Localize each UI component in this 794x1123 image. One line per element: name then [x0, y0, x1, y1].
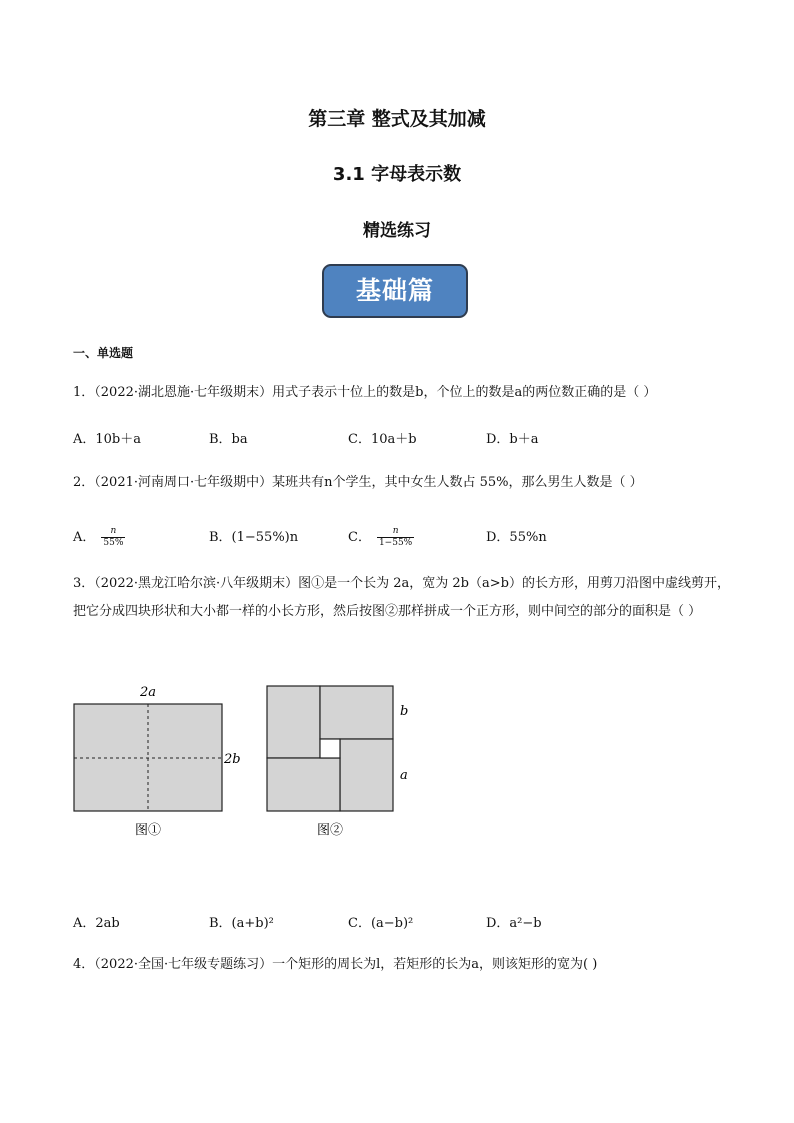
- fig1-top-label: 2a: [139, 685, 157, 700]
- q3-option-a: A．2ab: [73, 916, 120, 931]
- q2-option-d: D．55%n: [486, 530, 547, 545]
- fig2-label-b: b: [400, 704, 409, 719]
- section-heading: 一、单选题: [73, 346, 134, 360]
- fraction-denominator: 55%: [103, 538, 124, 548]
- fraction-numerator: n: [392, 526, 399, 536]
- question-3-figure: [60, 678, 420, 848]
- q2-option-c: [348, 526, 414, 549]
- q2-option-a: [73, 526, 125, 549]
- level-badge: 基础篇: [322, 264, 468, 318]
- practice-subtitle: 精选练习: [363, 221, 431, 241]
- question-4: 4．（2022·全国·七年级专题练习）一个矩形的周长为l，若矩形的长为a，则该矩形的宽为( ): [73, 957, 598, 972]
- q2-option-b: B．(1−55%)n: [209, 530, 299, 545]
- fig2-piece-bottom-left: [267, 758, 340, 811]
- q1-option-d: D．b＋a: [486, 432, 539, 447]
- q1-option-b: B．ba: [209, 432, 248, 447]
- fig1-side-label: 2b: [224, 752, 241, 767]
- q3-option-b: B．(a+b)²: [209, 916, 274, 931]
- fig2-label-a: a: [400, 768, 408, 783]
- question-2: 2．（2021·河南周口·七年级期中）某班共有n个学生，其中女生人数占 55%，那么男生人数是（ ）: [73, 475, 643, 490]
- fig2-center-gap: [320, 739, 340, 758]
- lesson-title: 3.1 字母表示数: [332, 164, 462, 185]
- fraction-numerator: n: [110, 526, 117, 536]
- q3-option-c: C．(a−b)²: [348, 916, 414, 931]
- fraction-denominator: 1−55%: [378, 538, 413, 548]
- q2-option-c-label: C．: [348, 530, 371, 545]
- fig2-piece-top-left: [267, 686, 320, 758]
- fig2-piece-bottom-right: [340, 739, 393, 811]
- fig1-caption: 图①: [134, 823, 162, 838]
- q3-option-d: D．a²−b: [486, 916, 542, 931]
- fig2-caption: 图②: [316, 823, 344, 838]
- question-1: 1．（2022·湖北恩施·七年级期末）用式子表示十位上的数是b，个位上的数是a的两位数正确的是（ ）: [73, 385, 657, 400]
- q2-option-a-label: A．: [73, 530, 96, 545]
- q2-option-a-fraction: [101, 526, 125, 549]
- q1-option-a: A．10b＋a: [73, 432, 142, 447]
- fig2-piece-top-right: [320, 686, 393, 739]
- q2-option-c-fraction: [377, 526, 414, 549]
- question-3: 3．（2022·黑龙江哈尔滨·八年级期末）图①是一个长为 2a，宽为 2b（a>b）的长方形，用剪刀沿图中虚线剪开，把它分成四块形状和大小都一样的小长方形，然后按图②那样拼成一个正方形，则中间空的部分的面积是（ ）: [73, 576, 730, 619]
- chapter-title: 第三章 整式及其加减: [308, 108, 486, 130]
- q1-option-c: C．10a＋b: [348, 432, 417, 447]
